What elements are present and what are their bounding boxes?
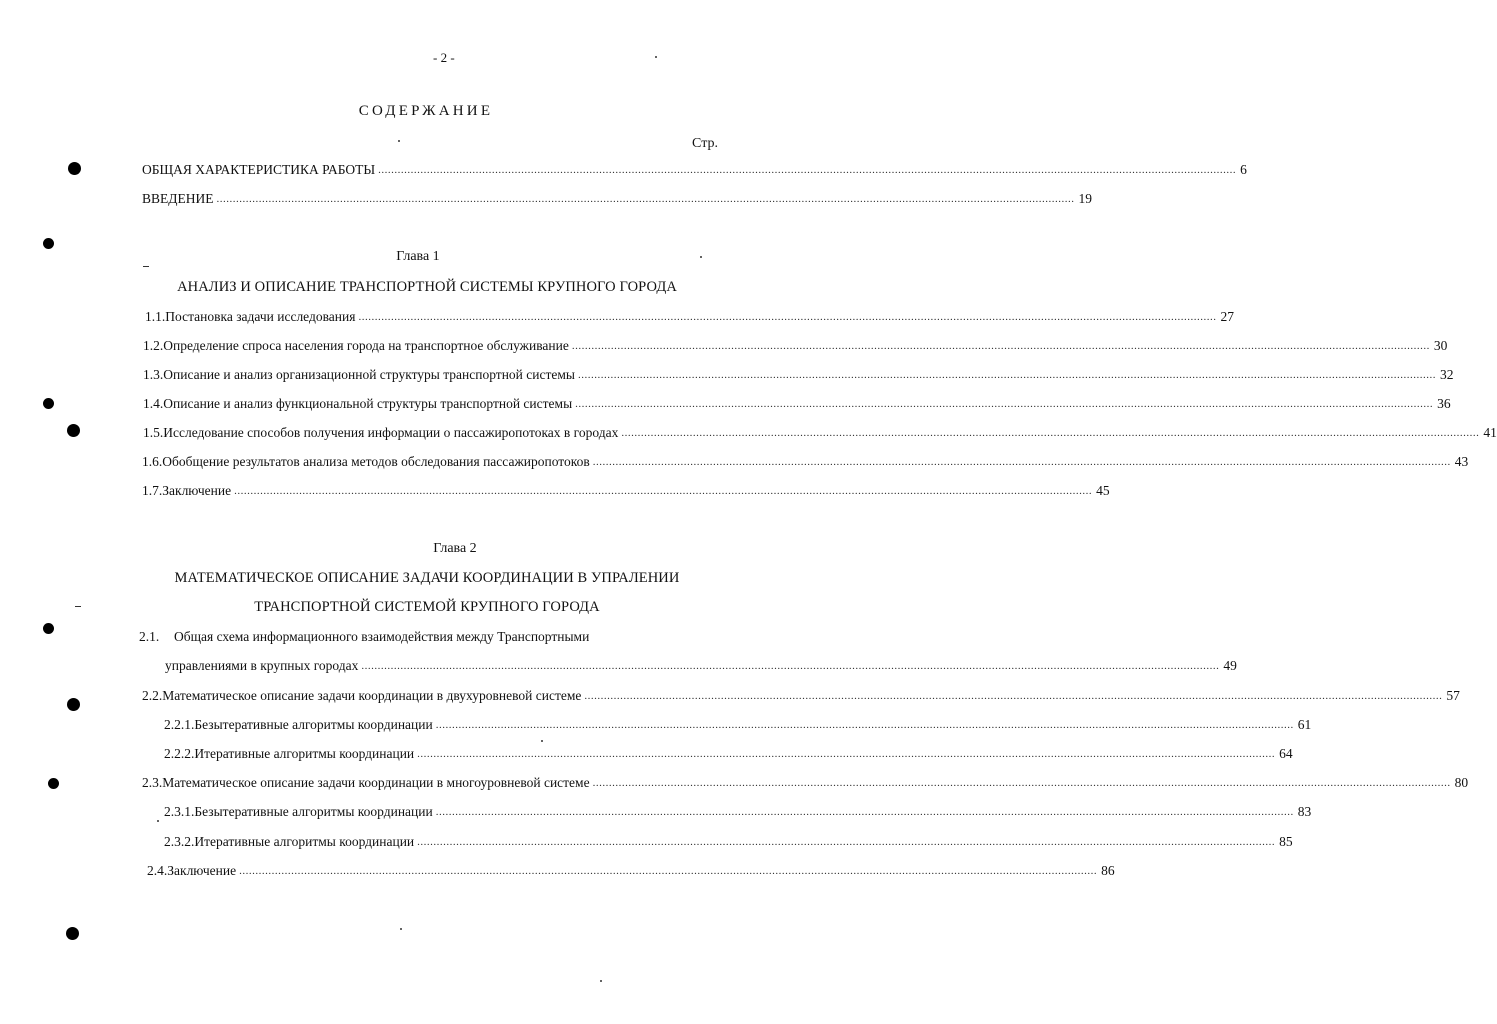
- toc-entry-page: 85: [1279, 834, 1293, 849]
- chapter-1-label: Глава 1: [396, 249, 440, 264]
- toc-entry-text: Общая схема информационного взаимодействия между Транспортными: [174, 629, 590, 644]
- toc-entry-text: Безытеративные алгоритмы координации: [194, 717, 433, 732]
- scan-artifact: [398, 140, 400, 142]
- toc-entry-number: 1.5.: [143, 425, 164, 440]
- toc-entry-intro: [142, 191, 1092, 213]
- toc-entry-page: 36: [1437, 396, 1451, 411]
- toc-entry-text: Обобщение результатов анализа методов обследования пассажиропотоков: [162, 454, 590, 469]
- dot-leader: ........................................................................................................................................................................................................................................................................: [417, 748, 1276, 760]
- dot-leader: ........................................................................................................................................................................................................................................................................: [584, 690, 1443, 702]
- scan-artifact: [400, 928, 402, 930]
- scan-artifact: [541, 740, 543, 742]
- toc-entry-page: 30: [1433, 338, 1448, 353]
- scan-artifact: [75, 606, 81, 607]
- dot-leader: ........................................................................................................................................................................................................................................................................: [435, 719, 1294, 731]
- toc-entry-page: 64: [1279, 746, 1293, 761]
- chapter-1-title: АНАЛИЗ И ОПИСАНИЕ ТРАНСПОРТНОЙ СИСТЕМЫ КРУПНОГО ГОРОДА: [177, 279, 677, 295]
- toc-entry-text: Безытеративные алгоритмы координации: [194, 804, 433, 819]
- binder-hole-mark: [67, 424, 80, 437]
- toc-entry-number: 1.1.: [145, 309, 166, 324]
- toc-entry-page: 61: [1297, 717, 1312, 732]
- binder-hole-mark: [68, 162, 81, 175]
- toc-entry-number: 2.2.: [142, 688, 163, 703]
- toc-entry: [145, 309, 1234, 331]
- toc-entry-text: Описание и анализ организационной структуры транспортной системы: [163, 367, 575, 382]
- toc-entry-number: 1.7.: [142, 483, 163, 498]
- toc-entry-page: 83: [1297, 804, 1312, 819]
- toc-entry: [164, 746, 1293, 768]
- toc-entry-page: 27: [1220, 309, 1234, 324]
- toc-entry-page: 32: [1440, 367, 1454, 382]
- toc-entry: [143, 367, 1454, 389]
- toc-entry: [143, 396, 1451, 418]
- scan-artifact: [655, 56, 657, 58]
- toc-entry-text: Заключение: [162, 483, 232, 498]
- toc-entry-text: Математическое описание задачи координации в многоуровневой системе: [162, 775, 590, 790]
- chapter-2-title-line1: МАТЕМАТИЧЕСКОЕ ОПИСАНИЕ ЗАДАЧИ КООРДИНАЦИИ В УПРАЛЕНИИ: [174, 570, 680, 586]
- toc-entry: [164, 804, 1312, 826]
- toc-entry-2-1-line2: [165, 658, 1237, 680]
- dot-leader: ........................................................................................................................................................................................................................................................................: [361, 660, 1220, 672]
- dot-leader: ........................................................................................................................................................................................................................................................................: [234, 485, 1093, 497]
- page-column-label: Стр.: [692, 136, 718, 151]
- dot-leader: ........................................................................................................................................................................................................................................................................: [216, 193, 1075, 205]
- binder-hole-mark: [43, 238, 54, 249]
- dot-leader: ........................................................................................................................................................................................................................................................................: [378, 164, 1237, 176]
- toc-entry: [142, 775, 1469, 797]
- toc-entry-page: 80: [1454, 775, 1469, 790]
- toc-entry-page: 19: [1078, 191, 1092, 206]
- binder-hole-mark: [66, 927, 79, 940]
- binder-hole-mark: [48, 778, 59, 789]
- toc-entry-number: 1.4.: [143, 396, 164, 411]
- dot-leader: ........................................................................................................................................................................................................................................................................: [575, 398, 1434, 410]
- toc-entry-page: 57: [1446, 688, 1460, 703]
- toc-entry-text: Исследование способов получения информации о пассажиропотоках в городах: [163, 425, 619, 440]
- toc-entry-page: 6: [1240, 162, 1247, 177]
- toc-entry-number: 1.2.: [143, 338, 164, 353]
- scan-artifact: [143, 266, 149, 267]
- toc-entry-text: Итеративные алгоритмы координации: [194, 746, 415, 761]
- toc-entry: [143, 425, 1497, 447]
- toc-entry-number: 2.2.2.: [164, 746, 195, 761]
- toc-entry-page: 41: [1483, 425, 1497, 440]
- toc-entry-text: Постановка задачи исследования: [165, 309, 356, 324]
- binder-hole-mark: [43, 398, 54, 409]
- toc-entry-number: 2.1.: [139, 629, 160, 644]
- dot-leader: ........................................................................................................................................................................................................................................................................: [578, 369, 1436, 381]
- toc-entry-2-1-line1: [139, 629, 589, 645]
- dot-leader: ........................................................................................................................................................................................................................................................................: [621, 427, 1480, 439]
- dot-leader: ........................................................................................................................................................................................................................................................................: [592, 777, 1451, 789]
- toc-entry-text: Математическое описание задачи координации в двухуровневой системе: [162, 688, 582, 703]
- toc-entry: [143, 338, 1448, 360]
- toc-entry-number: 2.3.: [142, 775, 163, 790]
- toc-entry-text: Итеративные алгоритмы координации: [194, 834, 415, 849]
- toc-entry-number: 2.3.2.: [164, 834, 195, 849]
- dot-leader: ........................................................................................................................................................................................................................................................................: [417, 836, 1276, 848]
- toc-entry-page: 86: [1101, 863, 1115, 878]
- dot-leader: ........................................................................................................................................................................................................................................................................: [239, 865, 1098, 877]
- toc-entry-number: 2.3.1.: [164, 804, 195, 819]
- page-number: - 2 -: [433, 50, 455, 65]
- chapter-2-title-line2: ТРАНСПОРТНОЙ СИСТЕМОЙ КРУПНОГО ГОРОДА: [254, 599, 600, 615]
- dot-leader: ........................................................................................................................................................................................................................................................................: [592, 456, 1451, 468]
- toc-entry-number: 2.4.: [147, 863, 168, 878]
- toc-entry-page: 45: [1096, 483, 1110, 498]
- toc-entry: [142, 454, 1469, 476]
- chapter-2-label: Глава 2: [433, 541, 477, 556]
- toc-entry-number: 2.2.1.: [164, 717, 195, 732]
- dot-leader: ........................................................................................................................................................................................................................................................................: [571, 340, 1430, 352]
- dot-leader: ........................................................................................................................................................................................................................................................................: [435, 806, 1294, 818]
- toc-entry: [147, 863, 1115, 885]
- scan-artifact: [600, 980, 602, 982]
- dot-leader: ........................................................................................................................................................................................................................................................................: [358, 311, 1217, 323]
- toc-entry: [164, 717, 1312, 739]
- toc-entry-text: Определение спроса населения города на транспортное обслуживание: [163, 338, 569, 353]
- toc-entry-text: ОБЩАЯ ХАРАКТЕРИСТИКА РАБОТЫ: [142, 162, 376, 177]
- toc-entry-number: 1.6.: [142, 454, 163, 469]
- toc-entry: [142, 688, 1460, 710]
- toc-entry: [142, 483, 1110, 505]
- toc-entry: [164, 834, 1293, 856]
- scan-artifact: [700, 256, 702, 258]
- toc-entry-page: 43: [1454, 454, 1469, 469]
- toc-entry-general: [142, 162, 1247, 184]
- toc-entry-number: 1.3.: [143, 367, 164, 382]
- toc-entry-page: 49: [1223, 658, 1237, 673]
- toc-entry-text: Описание и анализ функциональной структуры транспортной системы: [163, 396, 573, 411]
- toc-entry-text: ВВЕДЕНИЕ: [142, 191, 214, 206]
- toc-entry-text: управлениями в крупных городах: [165, 658, 359, 673]
- toc-entry-text: Заключение: [167, 863, 237, 878]
- binder-hole-mark: [43, 623, 54, 634]
- page-title: СОДЕРЖАНИЕ: [358, 103, 494, 119]
- scan-artifact: [157, 820, 159, 822]
- binder-hole-mark: [67, 698, 80, 711]
